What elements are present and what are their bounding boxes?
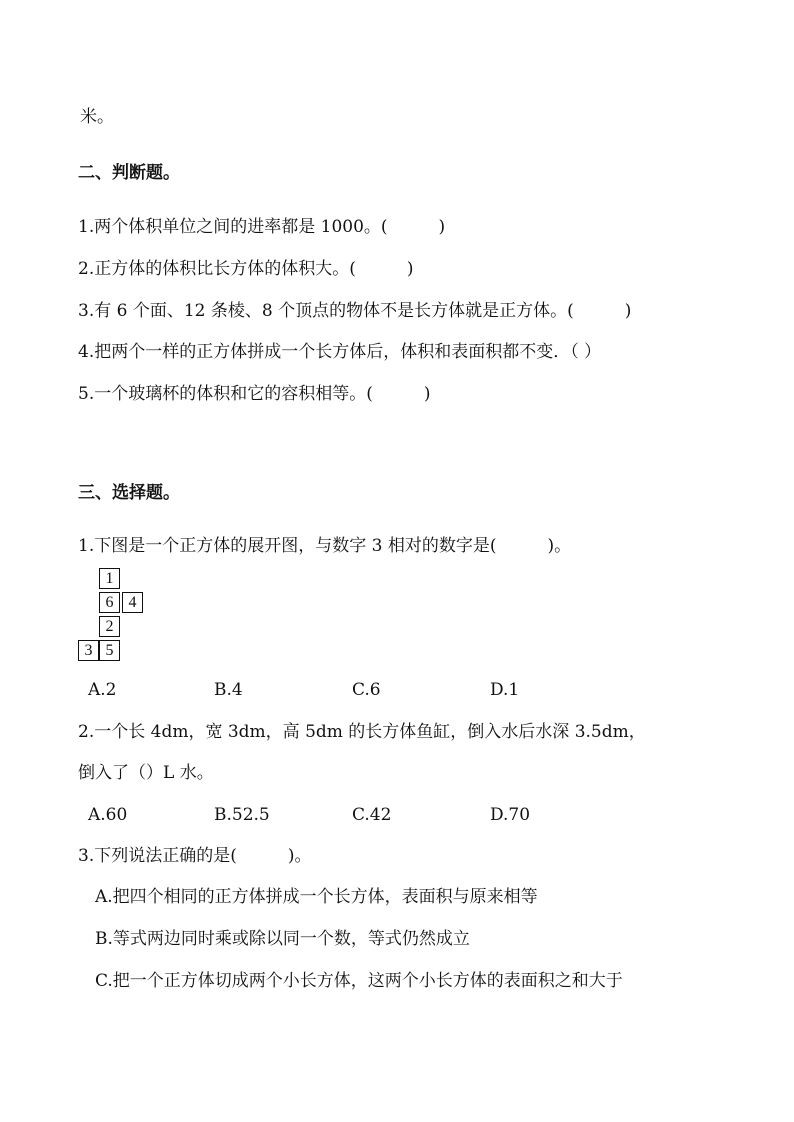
cube-net-figure [78,568,168,664]
tf-question-1: 1.两个体积单位之间的进率都是 1000。( ) [78,217,446,237]
option-b[interactable]: B.4 [214,680,243,700]
tf-question-2: 2.正方体的体积比长方体的体积大。( ) [78,259,414,279]
mc-question-2-line-2: 倒入了（）L 水。 [78,763,214,783]
mc-question-3-option-a[interactable]: A.把四个相同的正方体拼成一个长方体，表面积与原来相等 [95,887,538,907]
option-d[interactable]: D.1 [490,680,520,700]
option-c[interactable]: C.6 [352,680,381,700]
option-b[interactable]: B.52.5 [214,805,270,825]
option-c[interactable]: C.42 [352,805,392,825]
option-a[interactable]: A.2 [88,680,117,700]
mc-question-3-option-b[interactable]: B.等式两边同时乘或除以同一个数，等式仍然成立 [95,929,470,949]
mc-question-2-options [0,804,794,826]
net-cell: 1 [99,568,120,589]
tf-question-5: 5.一个玻璃杯的体积和它的容积相等。( ) [78,384,431,404]
net-cell: 5 [99,640,120,661]
mc-question-1: 1.下图是一个正方体的展开图，与数字 3 相对的数字是( )。 [78,536,572,556]
net-cell: 3 [78,640,99,661]
mc-question-3: 3.下列说法正确的是( )。 [78,846,312,866]
section-heading-true-false: 二、判断题。 [78,163,180,183]
tf-question-4: 4.把两个一样的正方体拼成一个长方体后，体积和表面积都不变．（ ） [78,342,602,362]
option-a[interactable]: A.60 [88,805,128,825]
mc-question-3-option-c[interactable]: C.把一个正方体切成两个小长方体，这两个小长方体的表面积之和大于 [95,971,623,991]
mc-question-1-options [0,679,794,701]
continued-text: 米。 [80,107,114,127]
net-cell: 6 [99,592,120,613]
option-d[interactable]: D.70 [490,805,531,825]
mc-question-2-line-1: 2.一个长 4dm，宽 3dm，高 5dm 的长方体鱼缸，倒入水后水深 3.5dm， [78,722,646,742]
section-heading-multiple-choice: 三、选择题。 [78,483,180,503]
net-cell: 4 [122,592,143,613]
tf-question-3: 3.有 6 个面、12 条棱、8 个顶点的物体不是长方体就是正方体。( ) [78,301,632,321]
net-cell: 2 [99,616,120,637]
